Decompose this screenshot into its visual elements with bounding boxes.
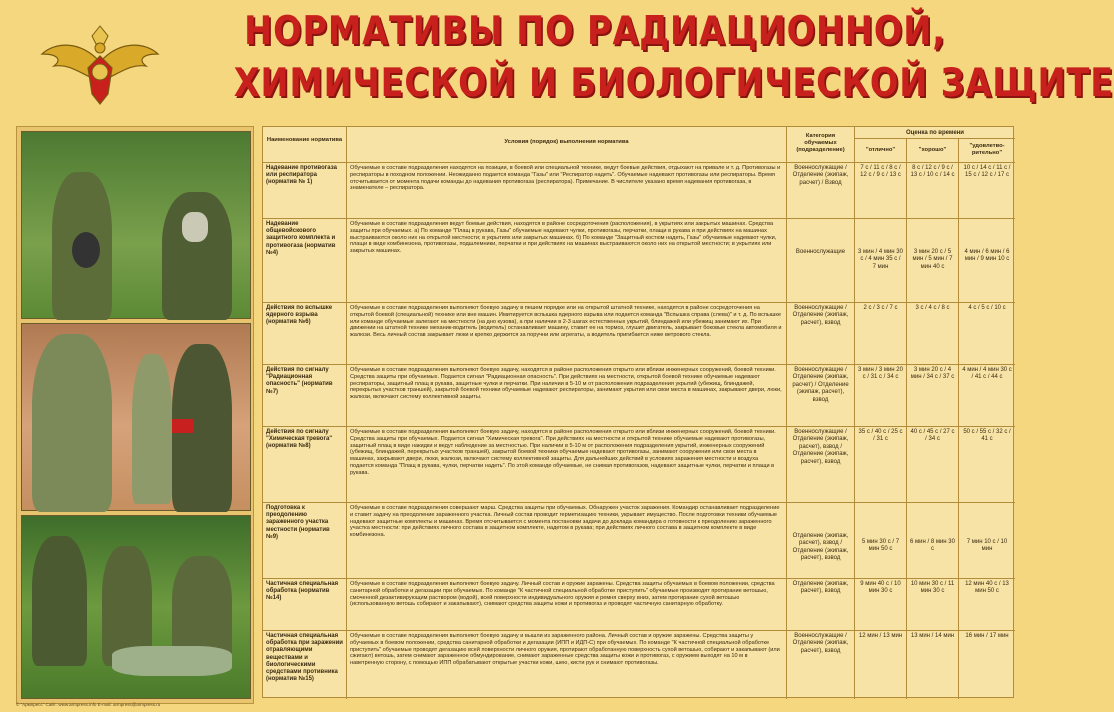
- row-text: Обучаемые в составе подразделения выполняют боевую задачу и вышли из зараженного района. Личный состав и оружие заражены. Средства защиты у обучаемых в боевом положении, средства санитарной обработки и дегазации (ИПП и ИДП-С) при обучаемых. По команде "К частичной специальной обработке приступить" обучаемые проводят дегазацию всей поверхности личного оружия, протирают обработанную поверхность сухой ветошью, собирают и закапывают (или сжигают) ветошь, затем снимают зараженное обмундирование, снимают зараженные средства защиты кожи и противогаз, с оружием выходят на 10 м в наветренную сторону, с помощью ИПП обрабатывают открытые участки кожи, шею, кисти рук и снимают противогазы.: [347, 631, 787, 699]
- row-good: 13 мин / 14 мин: [907, 631, 959, 699]
- row-text: Обучаемые в составе подразделения ведут боевые действия, находятся в районе сосредоточения (расположения), в укрытиях или закрытых машинах. Средства защиты при обучаемых. а) По команде "Плащ в рукава, Газы" обучаемые надевают чулки, противогазы, перчатки, плащи в рукава и при действиях на машинах выстраиваются около них на открытой местности; в укрытиях или закрытых машинах. б) По команде "Защитный костюм надеть, Газы" обучаемые надевают чулки, плащи в виде комбинезона, противогазы, подшлемники, перчатки и при действиях на машинах выстраиваются около них на открытой местности; в укрытиях или закрытых машинах.: [347, 219, 787, 302]
- table-row: [263, 365, 1015, 427]
- table-row: [263, 427, 1015, 503]
- row-excellent: 9 мин 40 с / 10 мин 30 с: [855, 579, 907, 630]
- row-excellent: 2 с / 3 с / 7 с: [855, 303, 907, 364]
- row-satisfactory: 16 мин / 17 мин: [965, 633, 1009, 639]
- row-text: Обучаемые в составе подразделения выполняют боевую задачу в пешем порядке или на открытой штатной технике, находятся в районе сосредоточения на открытой боевой (специальной) технике или вне машин. Имитируется вспышка ядерного взрыва или подается команда "Вспышка справа (слева)" и т. д. По вспышке или команде обучаемые залегают на местности (на дно кузова), а при наличии в 2-3 шагах естественных укрытий, блиндажей или убежищ занимают их. При движении на штатной технике механик-водитель (водитель) останавливает машину, ставит ее на тормоз, глушит двигатель, закрывает боковые стекла автомобиля и жалюзи. Весь личный состав закрывает люки и крепко держится за поручни или агрегаты, а водитель пригибается ниже ветрового стекла.: [347, 303, 787, 364]
- row-category: Военнослужащие / Отделение (экипаж, расчет), взвод: [787, 631, 855, 699]
- row-satisfactory: 7 мин 10 с / 10 мин: [966, 539, 1008, 553]
- header-conditions: Условия (порядок) выполнения норматива: [347, 127, 787, 162]
- row-satisfactory: 4 мин / 6 мин / 6 мин / 9 мин 10 с: [964, 249, 1010, 263]
- row-good: 3 мин 20 с / 4 мин / 34 с / 37 с: [907, 365, 959, 426]
- row-excellent: 35 с / 40 с / 25 с / 31 с: [855, 427, 907, 502]
- row-name: Частичная специальная обработка при заражении отравляющими веществами и биологическими средствами противника (норматив №15): [263, 631, 347, 699]
- table-row: [263, 579, 1015, 631]
- row-name: Действия по сигналу "Химическая тревога" (норматив №8): [263, 427, 347, 502]
- row-category: Военнослужащие / Отделение (экипаж, расчет), взвод / Отделение (экипаж, расчет), взвод: [787, 427, 855, 502]
- row-excellent: 12 мин / 13 мин: [855, 631, 907, 699]
- row-name: Надевание общевойскового защитного комплекта и противогаза (норматив №4): [263, 219, 347, 302]
- row-excellent: 5 мин 30 с / 7 мин 50 с: [855, 503, 907, 578]
- table-row: [263, 303, 1015, 365]
- row-satisfactory: 4 мин / 4 мин 30 с / 41 с / 44 с: [962, 367, 1012, 381]
- row-good: 6 мин / 8 мин 30 с: [907, 503, 959, 578]
- row-excellent: 7 с / 11 с / 8 с / 12 с / 9 с / 13 с: [855, 163, 907, 218]
- row-good: 40 с / 45 с / 27 с / 34 с: [907, 427, 959, 502]
- title-line-2: ХИМИЧЕСКОЙ И БИОЛОГИЧЕСКОЙ ЗАЩИТЕ: [233, 61, 1114, 106]
- row-satisfactory: 12 мин 40 с / 13 мин 50 с: [965, 581, 1009, 595]
- row-satisfactory: 50 с / 55 с / 32 с / 41 с: [963, 429, 1011, 443]
- row-excellent: 3 мин / 4 мин 30 с / 4 мин 35 с / 7 мин: [855, 219, 907, 302]
- header-excellent: "отлично": [855, 139, 907, 163]
- footer-credits: © "Армпресс" Сайт: www.armpress.info E-mail: armpress@armpress.ru: [16, 702, 161, 707]
- row-category: Военнослужащие / Отделение (экипаж, расчет) / Взвод: [787, 163, 855, 218]
- photo-gas-mask: [21, 131, 251, 319]
- row-good: 10 мин 30 с / 11 мин 30 с: [907, 579, 959, 630]
- header-name: Наименование норматива: [263, 127, 347, 162]
- header-category: Категория обучаемых (подразделение): [787, 127, 855, 162]
- title-line-1: НОРМАТИВЫ ПО РАДИАЦИОННОЙ,: [244, 9, 946, 54]
- row-satisfactory: 4 с / 5 с / 10 с: [968, 305, 1006, 311]
- row-name: Действия по сигналу "Радиационная опасность" (норматив №7): [263, 365, 347, 426]
- row-good: 3 мин 20 с / 5 мин / 5 мин / 7 мин 40 с: [907, 219, 959, 302]
- row-category: Военнослужащие: [787, 219, 855, 302]
- row-name: Частичная специальная обработка (норматив №14): [263, 579, 347, 630]
- photo-decontamination: [21, 515, 251, 699]
- table-row: [263, 219, 1015, 303]
- table-row: [263, 503, 1015, 579]
- row-text: Обучаемые в составе подразделения находятся на позиции, в боевой или специальной технике, ведут боевые действия, отдыхают на привале и т. д. Противогазы и респираторы в походном положении. Неожиданно подается команда "Газы" или "Респиратор надеть". Обучаемые надевают противогазы или респираторы. Время отсчитывается от момента подачи команды до надевания противогаза (респиратора). Примечание. В числителе указано время надевания противогаза, в знаменателе – респиратора.: [347, 163, 787, 218]
- eagle-emblem-icon: [40, 20, 160, 106]
- row-text: Обучаемые в составе подразделения выполняют боевую задачу. Личный состав и оружие заражены. Средства защиты обучаемых в боевом положении, средства санитарной обработки и дегазации при обучаемых. По команде "К частичной специальной обработке приступить" обучаемые производят протирание ветошью, смоченной дезактивирующим раствором (водой), всей поверхности индивидуального оружия и ремня сверху вниз, затем протирание сухой ветошью (использованную ветошь собирают и закапывают), снимают средства защиты кожи и противогаз и проводят частичную санитарную обработку.: [347, 579, 787, 630]
- table-row: [263, 163, 1015, 219]
- row-category: Военнослужащие / Отделение (экипаж, расчет) / Отделение (экипаж, расчет), взвод: [787, 365, 855, 426]
- header-good: "хорошо": [907, 139, 959, 163]
- header-grade-group: Оценка по времени: [855, 127, 1015, 139]
- row-category: Военнослужащие / Отделение (экипаж, расчет), взвод: [787, 303, 855, 364]
- table-row: [263, 631, 1015, 699]
- row-name: Надевание противогаза или респиратора (норматив № 1): [263, 163, 347, 218]
- row-satisfactory: 10 с / 14 с / 11 с / 15 с / 12 с / 17 с: [963, 165, 1011, 179]
- row-name: Действия по вспышке ядерного взрыва (норматив №6): [263, 303, 347, 364]
- table-header: [263, 127, 1015, 163]
- row-text: Обучаемые в составе подразделения выполняют боевую задачу, находятся в районе расположения открыто или вблизи инженерных сооружений, боевой техники. Средства защиты при обучаемых. Подается сигнал "Радиационная опасность". При действиях на местности, открытой боевой технике обучаемые надевают респираторы, защитный плащ в рукава, защитные чулки и перчатки. При наличии в 5-10 м от расположения подразделения укрытий (убежищ, блиндажей, перекрытых участков траншей), закрытой боевой техники обучаемые надевают респираторы, занимают укрытия или свои места в машинах, закрывают двери, люки, жалюзи, включают систему коллективной защиты.: [347, 365, 787, 426]
- row-name: Подготовка к преодолению зараженного участка местности (норматив №9): [263, 503, 347, 578]
- normatives-table: [262, 126, 1014, 698]
- row-category: Отделение (экипаж, расчет), взвод / Отделение (экипаж, расчет), взвод: [787, 503, 855, 578]
- row-text: Обучаемые в составе подразделения выполняют боевую задачу, находятся в районе расположения открыто или вблизи инженерных сооружений, боевой техники. Средства защиты при обучаемых. Подается сигнал "Химическая тревога". При действиях на местности и открытой технике обучаемые надевают противогазы, защитный плащ в виде накидки и ведут наблюдение за местностью. При наличии в 5-10 м от расположения подразделения укрытий, инженерных сооружений (убежищ, блиндажей, перекрытых участков траншей), закрытой боевой техники обучаемые надевают противогазы, занимают сооружения или свои места в машинах, закрывают двери, люки, жалюзи, включают систему коллективной защиты. Для дальнейших действий в условиях заражения местности и воздуха подается команда "Плащ в рукава, чулки, перчатки надеть". По этой команде обучаемые, не снимая противогазов, надевают защитные чулки, перчатки и плащи в рукава.: [347, 427, 787, 502]
- header-satisfactory: "удовлетво-рительно": [969, 143, 1005, 156]
- row-good: 8 с / 12 с / 9 с / 13 с / 10 с / 14 с: [907, 163, 959, 218]
- row-text: Обучаемые в составе подразделения совершают марш. Средства защиты при обучаемых. Обнаружен участок заражения. Командир останавливает подразделение и ставит задачу на преодоление зараженного участка. Личный состав проводит герметизацию техники, укрывает имущество. После подготовки техники обучаемые надевают защитные комплекты и машинах. Время отсчитывается с момента постановки задачи до доклада командира о готовности к преодолению зараженного участка местности: при действиях личного состава в защитном комплекте, надетом в рукава; при действиях личного состава в защитном комплекте в виде комбинезона.: [347, 503, 787, 578]
- photo-column: [16, 126, 254, 704]
- row-good: 3 с / 4 с / 8 с: [907, 303, 959, 364]
- page-title: [175, 6, 1114, 118]
- photo-protective-suit: [21, 323, 251, 511]
- row-category: Отделение (экипаж, расчет), взвод: [787, 579, 855, 630]
- row-excellent: 3 мин / 3 мин 20 с / 31 с / 34 с: [855, 365, 907, 426]
